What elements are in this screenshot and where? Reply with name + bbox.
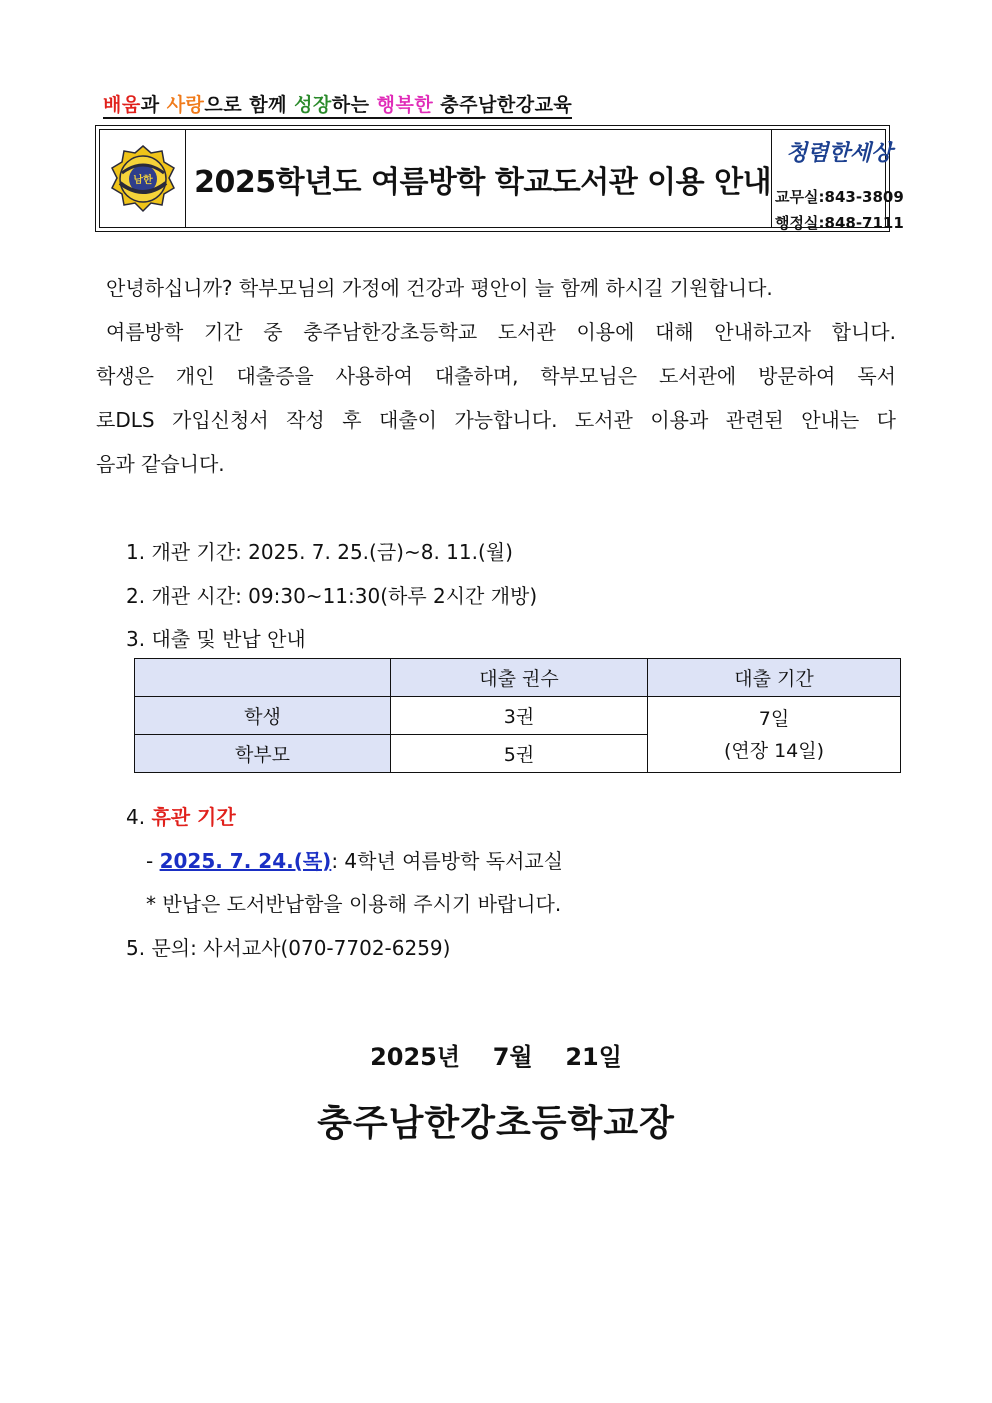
loan-table — [134, 658, 901, 773]
intro-line: 음과 같습니다. — [96, 452, 225, 476]
principal-signature: 충주남한강초등학교장 — [317, 1103, 675, 1144]
item-opening-hours: 2. 개관 시간: 09:30~11:30(하루 2시간 개방) — [126, 584, 538, 608]
row-label: 학생 — [135, 697, 391, 735]
document-date: 2025년 7월 21일 — [370, 1043, 622, 1071]
document-title: 2025학년도 여름방학 학교도서관 이용 안내 — [194, 164, 772, 200]
table-header-cell — [135, 659, 391, 697]
intro-line: 여름방학 기간 중 충주남한강초등학교 도서관 이용에 대해 안내하고자 합니다. — [106, 320, 896, 344]
slogan-word: 배움 — [103, 94, 141, 116]
phone-academic-office: 교무실:843-3809 — [775, 188, 904, 206]
intro-line: 안녕하십니까? 학부모님의 가정에 건강과 평안이 늘 함께 하시길 기원합니다. — [106, 276, 773, 300]
school-logo-cell — [100, 130, 186, 227]
item-number: 4. — [126, 805, 152, 829]
closure-detail — [146, 845, 563, 874]
slogan-word: 사랑 — [166, 94, 205, 116]
slogan-word: 하는 — [331, 94, 377, 116]
table-header-cell: 대출 권수 — [391, 659, 648, 697]
intro-paragraph — [96, 266, 896, 486]
school-emblem-icon — [107, 143, 179, 215]
contact-cell — [772, 130, 904, 232]
header-box — [95, 125, 904, 232]
table-row — [135, 697, 901, 735]
slogan-word: 행복한 — [376, 94, 434, 116]
item-contact: 5. 문의: 사서교사(070-7702-6259) — [126, 936, 451, 960]
row-label: 학부모 — [135, 735, 391, 773]
return-note: * 반납은 도서반납함을 이용해 주시기 바랍니다. — [146, 892, 562, 916]
intro-line: 학생은 개인 대출증을 사용하여 대출하며, 학부모님은 도서관에 방문하여 독서 — [96, 364, 896, 388]
header-inner — [99, 129, 904, 232]
document-title-cell — [186, 130, 772, 227]
closure-dash: - — [146, 849, 160, 873]
loan-period-extension: (연장 14일) — [723, 739, 825, 762]
item-loan-guide: 3. 대출 및 반납 안내 — [126, 627, 306, 651]
closure-label: 휴관 기간 — [151, 805, 236, 829]
integrity-tagline: 청렴한세상 — [786, 140, 893, 166]
loan-count: 5권 — [391, 735, 648, 773]
slogan-word: 과 — [140, 94, 167, 116]
table-header-cell: 대출 기간 — [648, 659, 901, 697]
loan-period — [648, 697, 901, 773]
closure-date: 2025. 7. 24.(목) — [159, 849, 332, 873]
slogan — [103, 90, 572, 117]
loan-count: 3권 — [391, 697, 648, 735]
intro-line: 로DLS 가입신청서 작성 후 대출이 가능합니다. 도서관 이용과 관련된 안내는 다 — [96, 408, 896, 432]
table-header-row — [135, 659, 901, 697]
closure-description: : 4학년 여름방학 독서교실 — [331, 849, 564, 873]
item-opening-period: 1. 개관 기간: 2025. 7. 25.(금)~8. 11.(월) — [126, 540, 513, 564]
item-closure-period — [126, 801, 236, 830]
loan-period-days: 7일 — [758, 707, 790, 730]
school-emblem-text: 남한 — [132, 174, 153, 186]
slogan-word: 충주남한강교육 — [433, 94, 573, 116]
slogan-word: 성장 — [294, 94, 332, 116]
slogan-word: 으로 함께 — [204, 94, 295, 116]
phone-admin-office: 행정실:848-7111 — [775, 214, 904, 232]
